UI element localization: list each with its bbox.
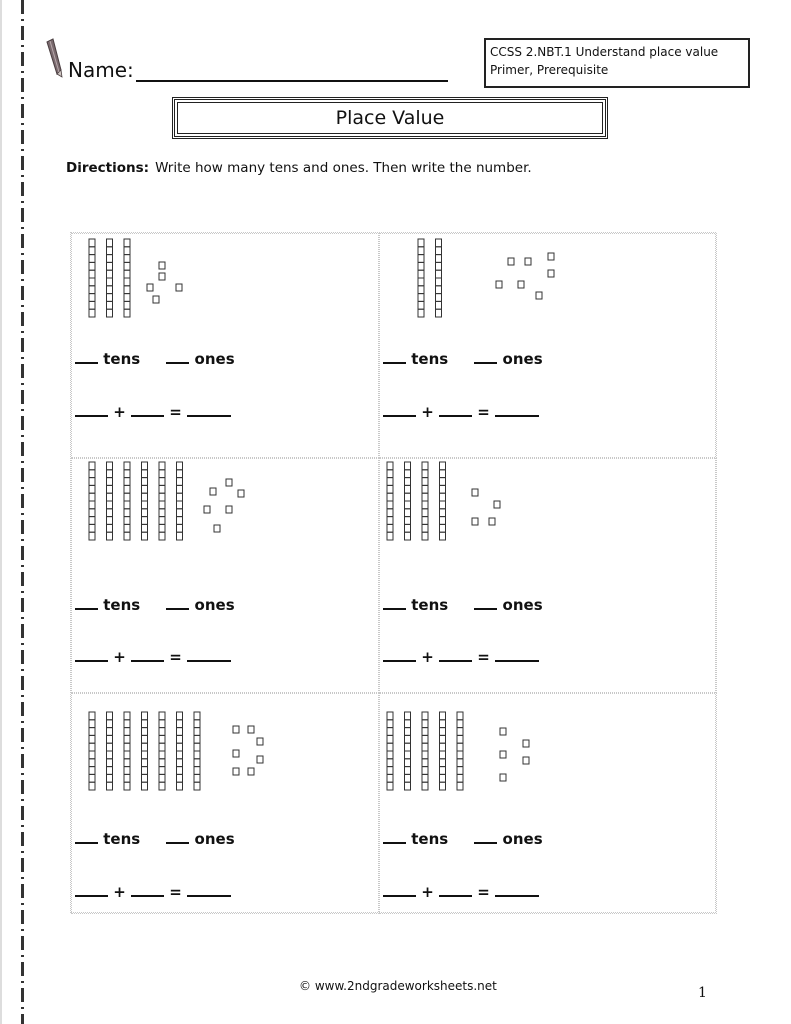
base-ten-blocks bbox=[72, 234, 380, 344]
tens-label: tens bbox=[411, 596, 449, 614]
tens-rod bbox=[124, 462, 130, 540]
ones-value-blank[interactable] bbox=[439, 883, 472, 897]
number-blank[interactable] bbox=[187, 403, 231, 417]
problem-cell bbox=[71, 458, 379, 693]
base-ten-blocks bbox=[72, 459, 380, 569]
tens-rod bbox=[422, 462, 428, 540]
plus-sign: + bbox=[113, 403, 126, 421]
number-blank[interactable] bbox=[187, 883, 231, 897]
ones-cube bbox=[226, 479, 232, 486]
tens-rod bbox=[89, 462, 95, 540]
number-blank[interactable] bbox=[495, 883, 539, 897]
tens-rod bbox=[159, 462, 165, 540]
equals-sign: = bbox=[477, 403, 490, 421]
ones-blank[interactable] bbox=[166, 830, 189, 844]
tens-rod bbox=[436, 239, 442, 317]
name-line[interactable] bbox=[136, 60, 448, 82]
ones-label: ones bbox=[502, 350, 543, 368]
base-ten-blocks bbox=[380, 234, 718, 344]
problem-cell bbox=[379, 693, 717, 914]
ones-value-blank[interactable] bbox=[131, 403, 164, 417]
tens-rod bbox=[107, 462, 113, 540]
ones-cube bbox=[518, 281, 524, 288]
tens-value-blank[interactable] bbox=[75, 403, 108, 417]
ones-cube bbox=[226, 506, 232, 513]
tens-rod bbox=[107, 239, 113, 317]
ones-cube bbox=[153, 296, 159, 303]
name-label: Name: bbox=[68, 58, 134, 82]
tens-rod bbox=[457, 712, 463, 790]
ones-blank[interactable] bbox=[166, 350, 189, 364]
ones-cube bbox=[500, 751, 506, 758]
ones-cube bbox=[257, 738, 263, 745]
number-blank[interactable] bbox=[495, 403, 539, 417]
ones-cube bbox=[489, 518, 495, 525]
tens-rod bbox=[89, 712, 95, 790]
tens-ones-answer-row bbox=[383, 830, 543, 848]
tens-rod bbox=[405, 462, 411, 540]
tens-blank[interactable] bbox=[75, 596, 98, 610]
ones-value-blank[interactable] bbox=[131, 883, 164, 897]
number-sentence-row bbox=[383, 648, 539, 666]
problem-cell bbox=[71, 233, 379, 458]
ones-label: ones bbox=[194, 596, 235, 614]
tens-label: tens bbox=[103, 350, 141, 368]
ones-cube bbox=[233, 726, 239, 733]
equals-sign: = bbox=[169, 403, 182, 421]
standard-line-2: Primer, Prerequisite bbox=[490, 63, 609, 77]
number-blank[interactable] bbox=[495, 648, 539, 662]
tens-rod bbox=[194, 712, 200, 790]
ones-cube bbox=[494, 501, 500, 508]
tens-ones-answer-row bbox=[383, 350, 543, 368]
number-sentence-row bbox=[75, 648, 231, 666]
tens-ones-answer-row bbox=[75, 350, 235, 368]
tens-value-blank[interactable] bbox=[383, 883, 416, 897]
ones-cube bbox=[500, 774, 506, 781]
ones-blank[interactable] bbox=[474, 596, 497, 610]
ones-label: ones bbox=[502, 596, 543, 614]
plus-sign: + bbox=[113, 648, 126, 666]
ones-cube bbox=[176, 284, 182, 291]
ones-cube bbox=[214, 525, 220, 532]
ones-cube bbox=[525, 258, 531, 265]
plus-sign: + bbox=[421, 648, 434, 666]
ones-cube bbox=[500, 728, 506, 735]
tens-label: tens bbox=[411, 350, 449, 368]
tens-blank[interactable] bbox=[75, 830, 98, 844]
tens-rod bbox=[107, 712, 113, 790]
tens-rod bbox=[418, 239, 424, 317]
tens-rod bbox=[387, 712, 393, 790]
tens-blank[interactable] bbox=[75, 350, 98, 364]
ones-cube bbox=[238, 490, 244, 497]
cut-line bbox=[21, 0, 24, 1024]
tens-rod bbox=[142, 712, 148, 790]
ones-label: ones bbox=[194, 350, 235, 368]
tens-label: tens bbox=[103, 830, 141, 848]
directions-label: Directions: bbox=[66, 160, 150, 176]
tens-blank[interactable] bbox=[383, 350, 406, 364]
problem-cell bbox=[71, 693, 379, 914]
ones-cube bbox=[496, 281, 502, 288]
copyright: © www.2ndgradeworksheets.net bbox=[299, 979, 497, 993]
tens-label: tens bbox=[411, 830, 449, 848]
name-field[interactable] bbox=[68, 58, 448, 82]
base-ten-blocks bbox=[380, 694, 718, 804]
plus-sign: + bbox=[113, 883, 126, 901]
problem-grid bbox=[70, 232, 716, 913]
ones-cube bbox=[508, 258, 514, 265]
base-ten-blocks bbox=[72, 694, 380, 804]
equals-sign: = bbox=[169, 883, 182, 901]
equals-sign: = bbox=[477, 883, 490, 901]
tens-ones-answer-row bbox=[383, 596, 543, 614]
directions bbox=[66, 160, 532, 176]
ones-cube bbox=[210, 488, 216, 495]
tens-ones-answer-row bbox=[75, 596, 235, 614]
equals-sign: = bbox=[169, 648, 182, 666]
standard-box bbox=[484, 38, 750, 88]
tens-value-blank[interactable] bbox=[75, 883, 108, 897]
ones-cube bbox=[159, 262, 165, 269]
number-sentence-row bbox=[75, 883, 231, 901]
page-title: Place Value bbox=[335, 107, 445, 129]
ones-cube bbox=[233, 768, 239, 775]
tens-rod bbox=[124, 239, 130, 317]
ones-cube bbox=[147, 284, 153, 291]
tens-rod bbox=[142, 462, 148, 540]
ones-cube bbox=[548, 270, 554, 277]
tens-value-blank[interactable] bbox=[75, 648, 108, 662]
tens-rod bbox=[387, 462, 393, 540]
directions-text: Write how many tens and ones. Then write the number. bbox=[155, 160, 532, 176]
ones-cube bbox=[472, 518, 478, 525]
ones-cube bbox=[257, 756, 263, 763]
ones-cube bbox=[523, 740, 529, 747]
page-title-box bbox=[172, 97, 608, 139]
tens-value-blank[interactable] bbox=[383, 403, 416, 417]
page-edge bbox=[0, 0, 2, 1024]
ones-label: ones bbox=[502, 830, 543, 848]
ones-blank[interactable] bbox=[474, 830, 497, 844]
equals-sign: = bbox=[477, 648, 490, 666]
plus-sign: + bbox=[421, 883, 434, 901]
tens-rod bbox=[159, 712, 165, 790]
ones-cube bbox=[233, 750, 239, 757]
number-sentence-row bbox=[75, 403, 231, 421]
tens-rod bbox=[405, 712, 411, 790]
problem-cell bbox=[379, 458, 717, 693]
pencil-icon bbox=[44, 36, 64, 78]
number-blank[interactable] bbox=[187, 648, 231, 662]
ones-value-blank[interactable] bbox=[439, 648, 472, 662]
ones-blank[interactable] bbox=[474, 350, 497, 364]
ones-cube bbox=[472, 489, 478, 496]
standard-line-1: CCSS 2.NBT.1 Understand place value bbox=[490, 45, 719, 59]
page-number: 1 bbox=[698, 985, 707, 1001]
tens-rod bbox=[124, 712, 130, 790]
ones-cube bbox=[248, 726, 254, 733]
ones-cube bbox=[248, 768, 254, 775]
number-sentence-row bbox=[383, 883, 539, 901]
tens-blank[interactable] bbox=[383, 596, 406, 610]
ones-cube bbox=[548, 253, 554, 260]
ones-cube bbox=[204, 506, 210, 513]
tens-rod bbox=[422, 712, 428, 790]
problem-cell bbox=[379, 233, 717, 458]
tens-blank[interactable] bbox=[383, 830, 406, 844]
number-sentence-row bbox=[383, 403, 539, 421]
tens-value-blank[interactable] bbox=[383, 648, 416, 662]
ones-cube bbox=[536, 292, 542, 299]
tens-rod bbox=[440, 462, 446, 540]
ones-label: ones bbox=[194, 830, 235, 848]
ones-value-blank[interactable] bbox=[439, 403, 472, 417]
base-ten-blocks bbox=[380, 459, 718, 569]
ones-cube bbox=[159, 273, 165, 280]
ones-value-blank[interactable] bbox=[131, 648, 164, 662]
tens-rod bbox=[177, 462, 183, 540]
ones-blank[interactable] bbox=[166, 596, 189, 610]
plus-sign: + bbox=[421, 403, 434, 421]
tens-rod bbox=[89, 239, 95, 317]
tens-rod bbox=[440, 712, 446, 790]
tens-label: tens bbox=[103, 596, 141, 614]
ones-cube bbox=[523, 757, 529, 764]
tens-ones-answer-row bbox=[75, 830, 235, 848]
tens-rod bbox=[177, 712, 183, 790]
